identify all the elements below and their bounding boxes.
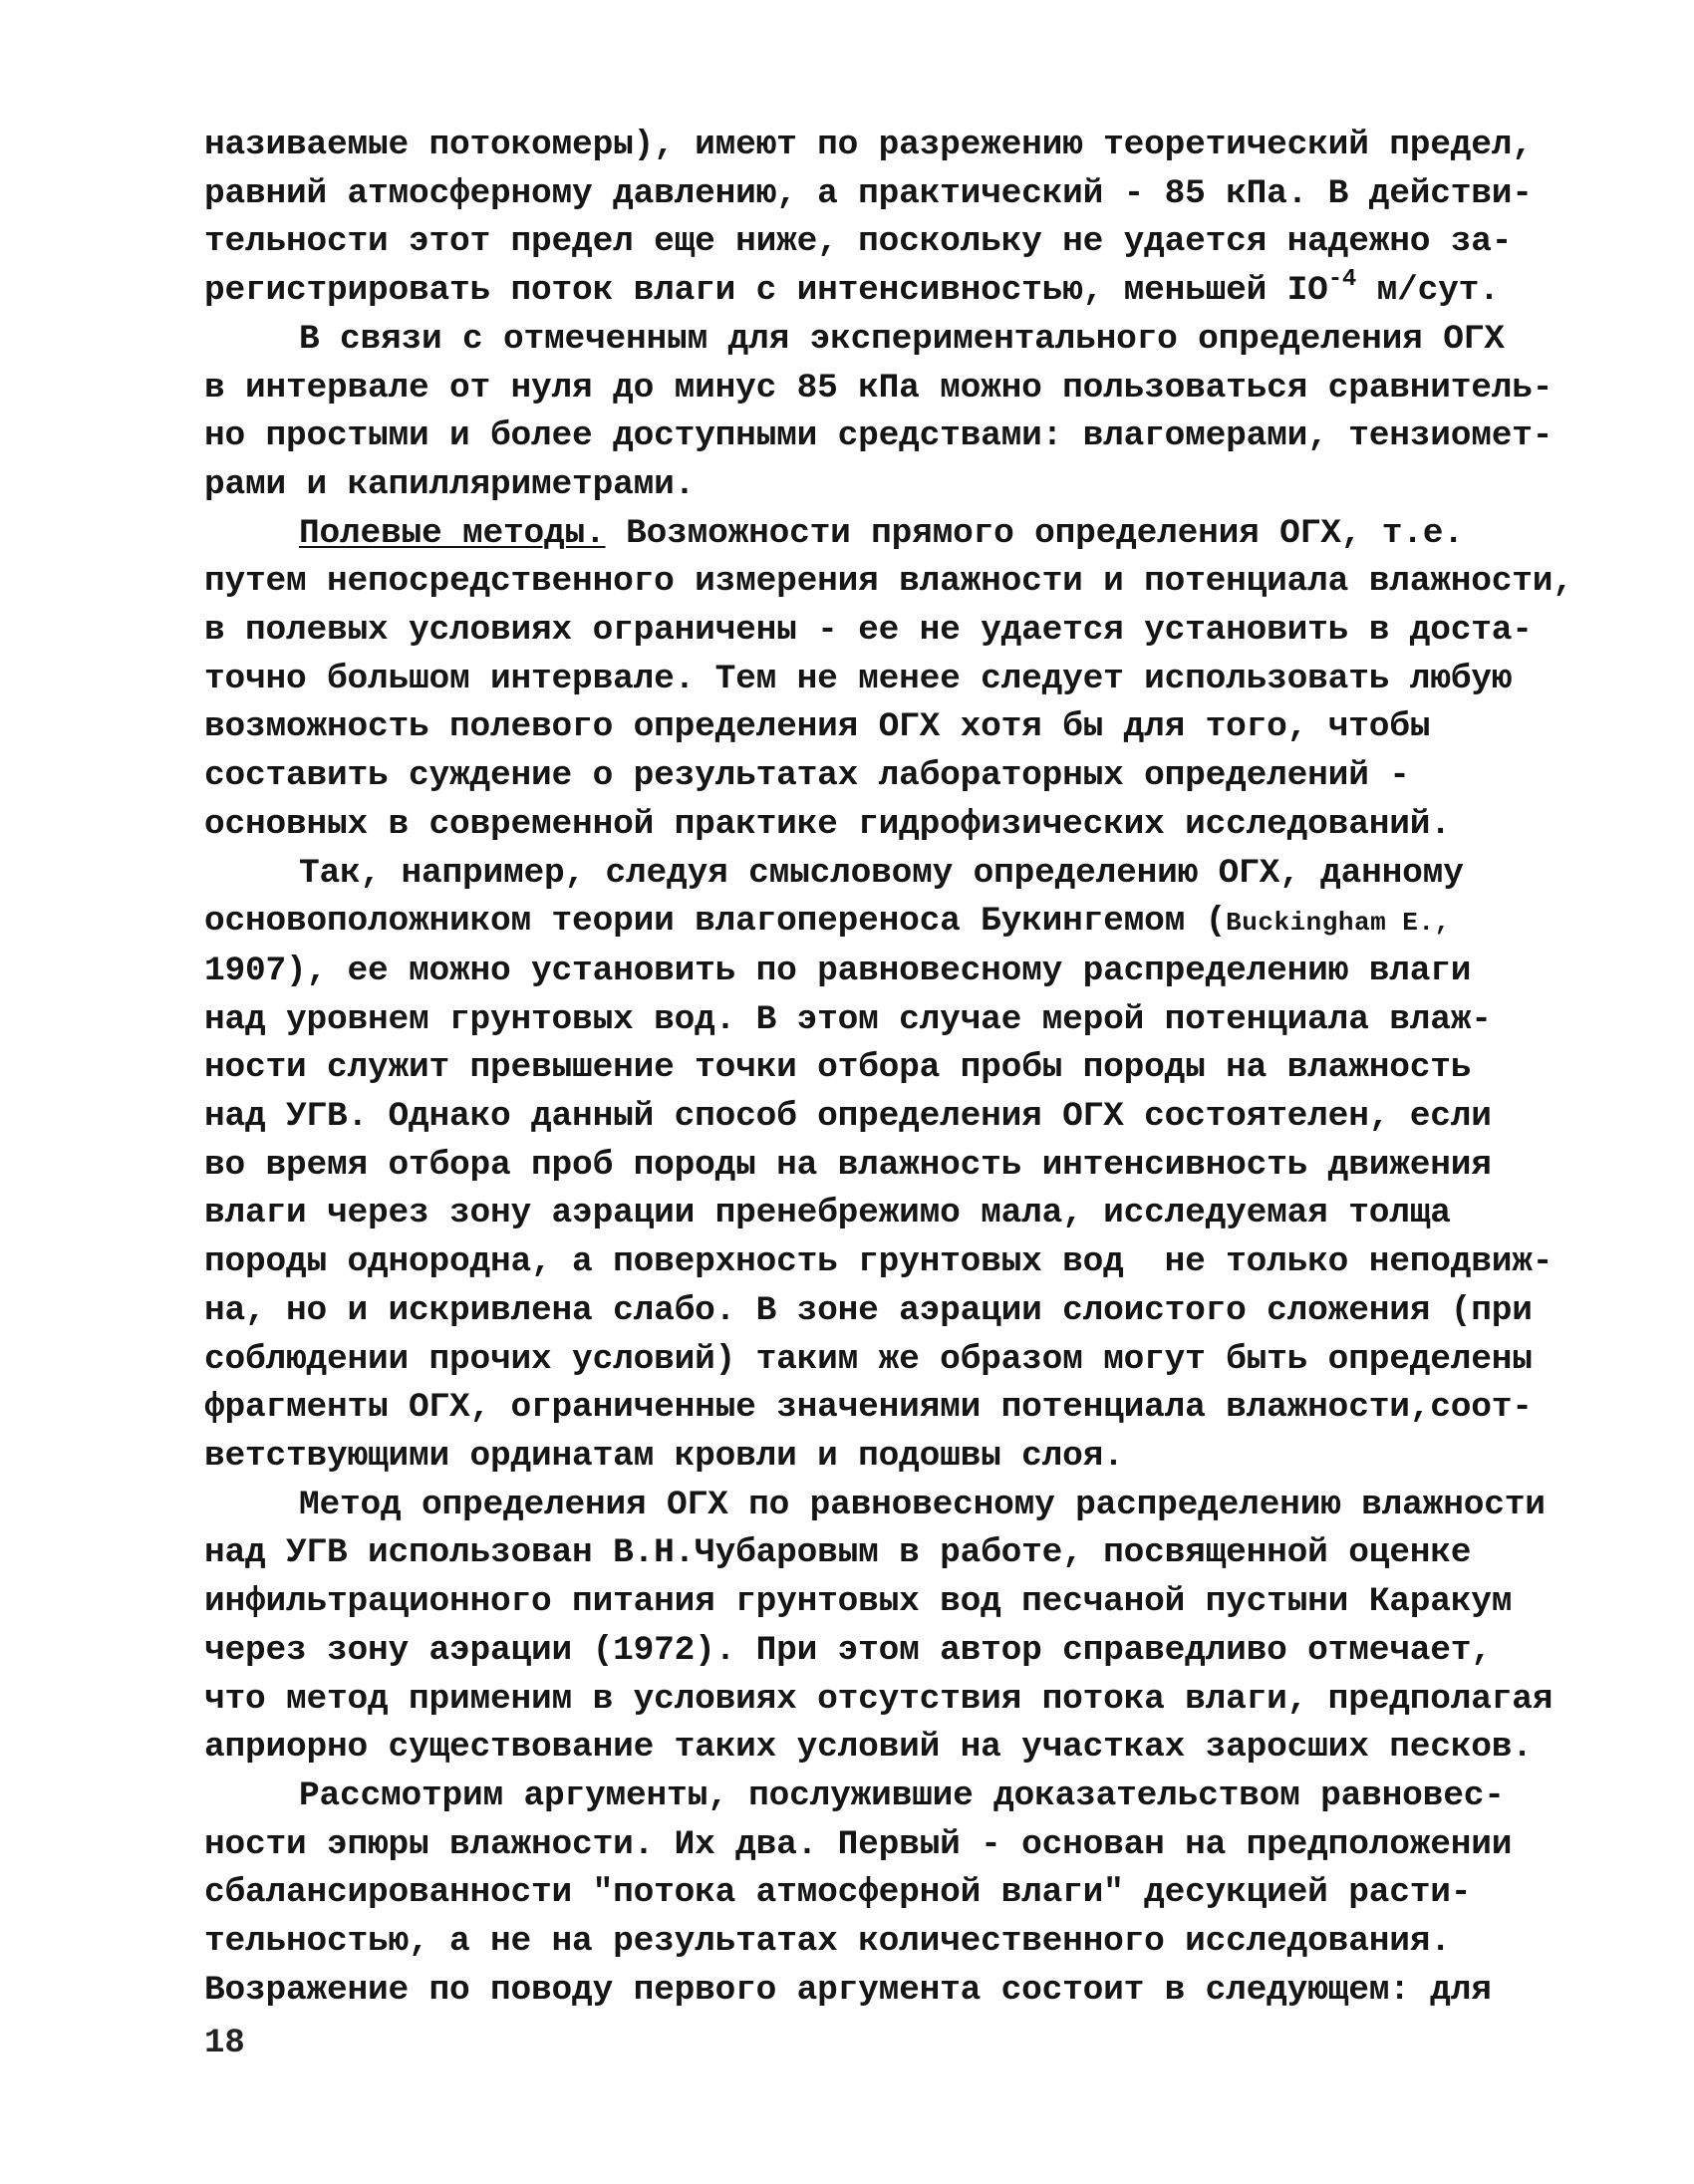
text-line: во время отбора проб породы на влажность интенсивность движения <box>204 1145 1492 1185</box>
text-line: породы однородна, а поверхность грунтовых вод не только неподвиж- <box>204 1242 1553 1282</box>
text-line: В связи с отмеченным для экспериментального определения ОГХ <box>299 319 1505 359</box>
text-fragment: регистрировать поток влаги с интенсивностью, меньшей IO <box>204 271 1328 311</box>
text-line: ности эпюры влажности. Их два. Первый - основан на предположении <box>204 1824 1513 1864</box>
text-line: инфильтрационного питания грунтовых вод песчаной пустыни Каракум <box>204 1582 1513 1622</box>
page-number: 18 <box>204 2025 245 2062</box>
text-line: тельностью, а не на результатах количественного исследования. <box>204 1922 1451 1962</box>
text-line: тельности этот предел еще ниже, поскольку не удается надежно за- <box>204 222 1513 262</box>
citation: Buckingham E., <box>1226 908 1451 939</box>
text-line: но простыми и более доступными средствами: влагомерами, тензиомет- <box>204 416 1553 456</box>
text-line: фрагменты ОГХ, ограниченные значениями потенциала влажности,соот- <box>204 1388 1533 1428</box>
text-line <box>204 898 1530 948</box>
text-line: над уровнем грунтовых вод. В этом случае мерой потенциала влаж- <box>204 999 1492 1039</box>
section-heading: Полевые методы. <box>299 513 606 553</box>
text-line: соблюдении прочих условий) таким же образом могут быть определены <box>204 1339 1533 1379</box>
exponent: -4 <box>1327 266 1357 294</box>
text-line: Рассмотрим аргументы, послужившие доказательством равновес- <box>299 1775 1505 1815</box>
text-line: над УГВ. Однако данный способ определения ОГХ состоятелен, если <box>204 1097 1492 1137</box>
text-line: что метод применим в условиях отсутствия потока влаги, предполагая <box>204 1679 1553 1719</box>
text-line: сбалансированности "потока атмосферной влаги" десукцией расти- <box>204 1873 1472 1913</box>
text-fragment: основоположником теории влагопереноса Букингемом ( <box>204 902 1227 942</box>
text-line: возможность полевого определения ОГХ хотя бы для того, чтобы <box>204 707 1431 747</box>
text-line <box>204 267 1530 316</box>
text-line: равний атмосферному давлению, а практический - 85 кПа. В действи- <box>204 173 1533 213</box>
text-line: над УГВ использован В.Н.Чубаровым в работе, посвященной оценке <box>204 1533 1472 1573</box>
text-line: 1907), ее можно установить по равновесному распределению влаги <box>204 951 1472 990</box>
text-line: точно большом интервале. Тем не менее следует использовать любую <box>204 659 1513 698</box>
text-line: на, но и искривлена слабо. В зоне аэрации слоистого сложения (при <box>204 1290 1533 1330</box>
text-line: основных в современной практике гидрофизических исследований. <box>204 804 1451 844</box>
text-fragment: Возможности прямого определения ОГХ, т.е. <box>626 513 1464 553</box>
text-line: путем непосредственного измерения влажности и потенциала влажности, <box>204 562 1573 602</box>
text-line: називаемые потокомеры), имеют по разрежению теоретический предел, <box>204 126 1533 164</box>
text-line: Метод определения ОГХ по равновесному распределению влажности <box>299 1485 1546 1524</box>
text-line: рами и капилляриметрами. <box>204 464 696 504</box>
text-line: в интервале от нуля до минус 85 кПа можно пользоваться сравнитель- <box>204 368 1553 408</box>
text-line: ветствующими ординатам кровли и подошвы слоя. <box>204 1436 1124 1476</box>
text-line: априорно существование таких условий на участках заросших песков. <box>204 1728 1533 1768</box>
body-text <box>204 122 1573 2015</box>
text-line: через зону аэрации (1972). При этом автор справедливо отмечает, <box>204 1630 1492 1670</box>
text-line: составить суждение о результатах лабораторных определений - <box>204 756 1410 796</box>
text-line: ности служит превышение точки отбора пробы породы на влажность <box>204 1048 1472 1088</box>
text-line: Так, например, следуя смысловому определению ОГХ, данному <box>299 853 1464 893</box>
text-line: Возражение по поводу первого аргумента состоит в следующем: для <box>204 1970 1492 2010</box>
text-line: в полевых условиях ограничены - ее не удается установить в доста- <box>204 611 1533 651</box>
text-line: влаги через зону аэрации пренебрежимо мала, исследуемая толща <box>204 1194 1451 1233</box>
text-fragment: м/сут. <box>1376 271 1500 311</box>
text-line <box>204 510 1530 559</box>
